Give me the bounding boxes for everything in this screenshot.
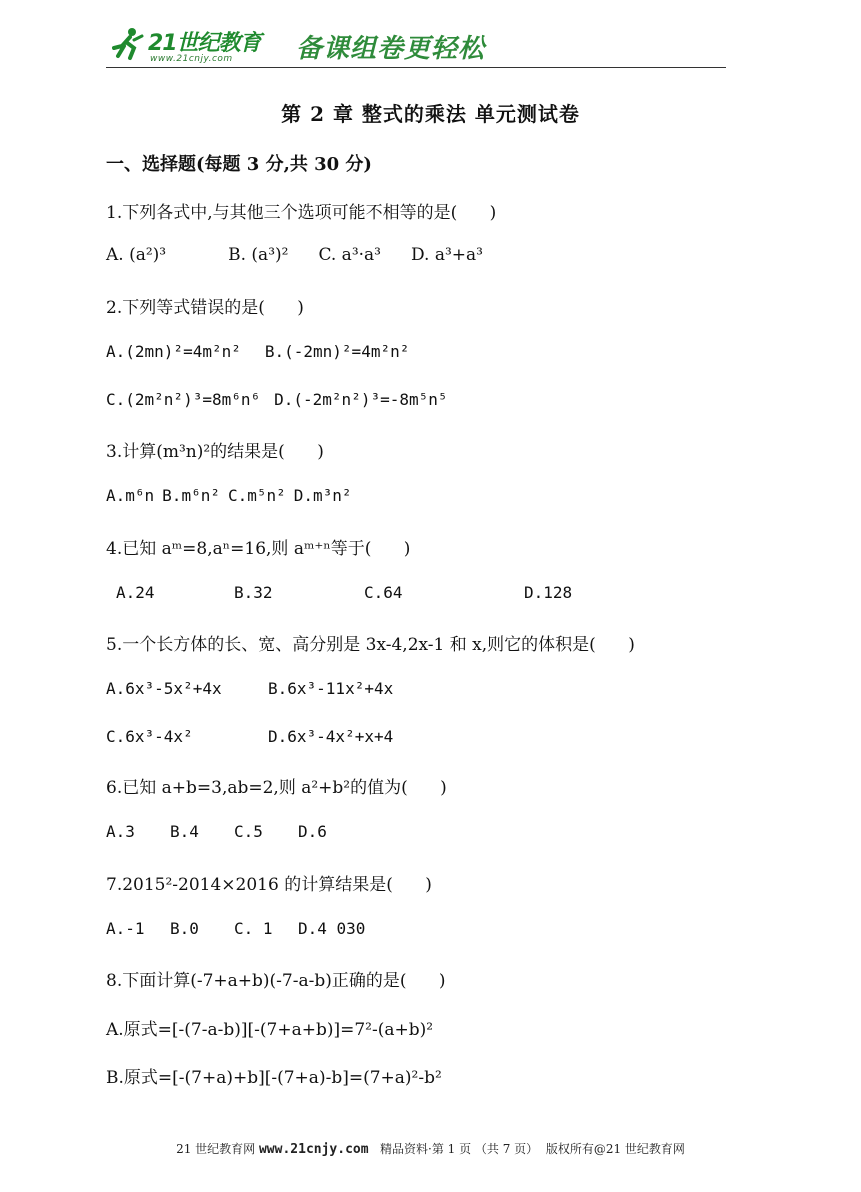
footer-page-info: 精品资料·第 1 页 （共 7 页） bbox=[380, 1142, 539, 1156]
runner-logo-icon bbox=[110, 26, 146, 62]
q2-option-b: B.(-2mn)²=4m²n² bbox=[264, 342, 410, 361]
question-5-options-cd bbox=[106, 727, 393, 746]
header-slogan: 备课组卷更轻松 bbox=[296, 34, 486, 64]
q2-option-d: D.(-2m²n²)³=-8m⁵n⁵ bbox=[274, 390, 448, 409]
q4-option-b: B.32 bbox=[234, 583, 273, 602]
q4-option-c: C.64 bbox=[364, 583, 403, 602]
q1-option-a: A. (a²)³ bbox=[106, 245, 167, 265]
page-footer bbox=[0, 1140, 861, 1157]
q3-option-b: B.m⁶n² bbox=[162, 486, 220, 505]
q1-option-d: D. a³+a³ bbox=[410, 245, 483, 265]
footer-url[interactable]: www.21cnjy.com bbox=[258, 1142, 369, 1157]
q3-option-a: A.m⁶n bbox=[106, 486, 155, 505]
q3-option-d: D.m³n² bbox=[293, 486, 352, 505]
q5-option-a: A.6x³-5x²+4x bbox=[106, 679, 222, 698]
question-2-options-cd bbox=[106, 390, 448, 409]
q1-option-c: C. a³·a³ bbox=[318, 245, 381, 265]
q4-option-d: D.128 bbox=[524, 583, 573, 602]
footer-copyright: 版权所有@21 世纪教育网 bbox=[545, 1142, 685, 1156]
question-7-options bbox=[106, 919, 365, 938]
logo-name: 21世纪教育 bbox=[148, 31, 261, 56]
question-8-stem: 8.下面计算(-7+a+b)(-7-a-b)正确的是( ) bbox=[106, 971, 446, 991]
question-1-stem: 1.下列各式中,与其他三个选项可能不相等的是( ) bbox=[106, 203, 497, 223]
q7-option-a: A.-1 bbox=[106, 919, 145, 938]
site-logo[interactable] bbox=[106, 24, 296, 68]
q5-option-c: C.6x³-4x² bbox=[106, 727, 193, 746]
question-6-stem: 6.已知 a+b=3,ab=2,则 a²+b²的值为( ) bbox=[106, 778, 447, 798]
page-title: 第 2 章 整式的乘法 单元测试卷 bbox=[281, 102, 580, 126]
q6-option-c: C.5 bbox=[234, 822, 263, 841]
q6-option-d: D.6 bbox=[298, 822, 327, 841]
question-3-options bbox=[106, 486, 352, 505]
q6-option-b: B.4 bbox=[170, 822, 199, 841]
q7-option-c: C. 1 bbox=[234, 919, 273, 938]
question-4-options bbox=[116, 583, 572, 602]
q5-option-b: B.6x³-11x²+4x bbox=[268, 679, 394, 698]
q8-option-a: A.原式=[-(7-a-b)][-(7+a+b)]=7²-(a+b)² bbox=[106, 1020, 434, 1040]
q6-option-a: A.3 bbox=[106, 822, 135, 841]
q8-option-b: B.原式=[-(7+a)+b][-(7+a)-b]=(7+a)²-b² bbox=[106, 1068, 442, 1088]
q7-option-d: D.4 030 bbox=[298, 919, 366, 938]
question-3-stem: 3.计算(m³n)²的结果是( ) bbox=[106, 442, 324, 462]
footer-site: 21 世纪教育网 bbox=[176, 1142, 256, 1156]
q1-option-b: B. (a³)² bbox=[228, 245, 289, 265]
q2-option-a: A.(2mn)²=4m²n² bbox=[106, 342, 241, 361]
q2-option-c: C.(2m²n²)³=8m⁶n⁶ bbox=[106, 390, 261, 409]
page-header bbox=[106, 22, 726, 70]
question-6-options bbox=[106, 822, 327, 841]
logo-url: www.21cnjy.com bbox=[150, 54, 233, 64]
question-2-stem: 2.下列等式错误的是( ) bbox=[106, 298, 304, 318]
question-2-options-ab bbox=[106, 342, 409, 361]
question-1-options bbox=[106, 245, 483, 265]
header-divider bbox=[106, 67, 726, 68]
question-4-stem: 4.已知 aᵐ=8,aⁿ=16,则 aᵐ⁺ⁿ等于( ) bbox=[106, 539, 411, 559]
question-7-stem: 7.2015²-2014×2016 的计算结果是( ) bbox=[106, 875, 432, 895]
q7-option-b: B.0 bbox=[170, 919, 199, 938]
section-heading: 一、选择题(每题 3 分,共 30 分) bbox=[106, 154, 372, 175]
question-5-stem: 5.一个长方体的长、宽、高分别是 3x-4,2x-1 和 x,则它的体积是( ) bbox=[106, 635, 635, 655]
q4-option-a: A.24 bbox=[116, 583, 155, 602]
question-5-options-ab bbox=[106, 679, 393, 698]
q5-option-d: D.6x³-4x²+x+4 bbox=[268, 727, 394, 746]
q3-option-c: C.m⁵n² bbox=[227, 486, 286, 505]
